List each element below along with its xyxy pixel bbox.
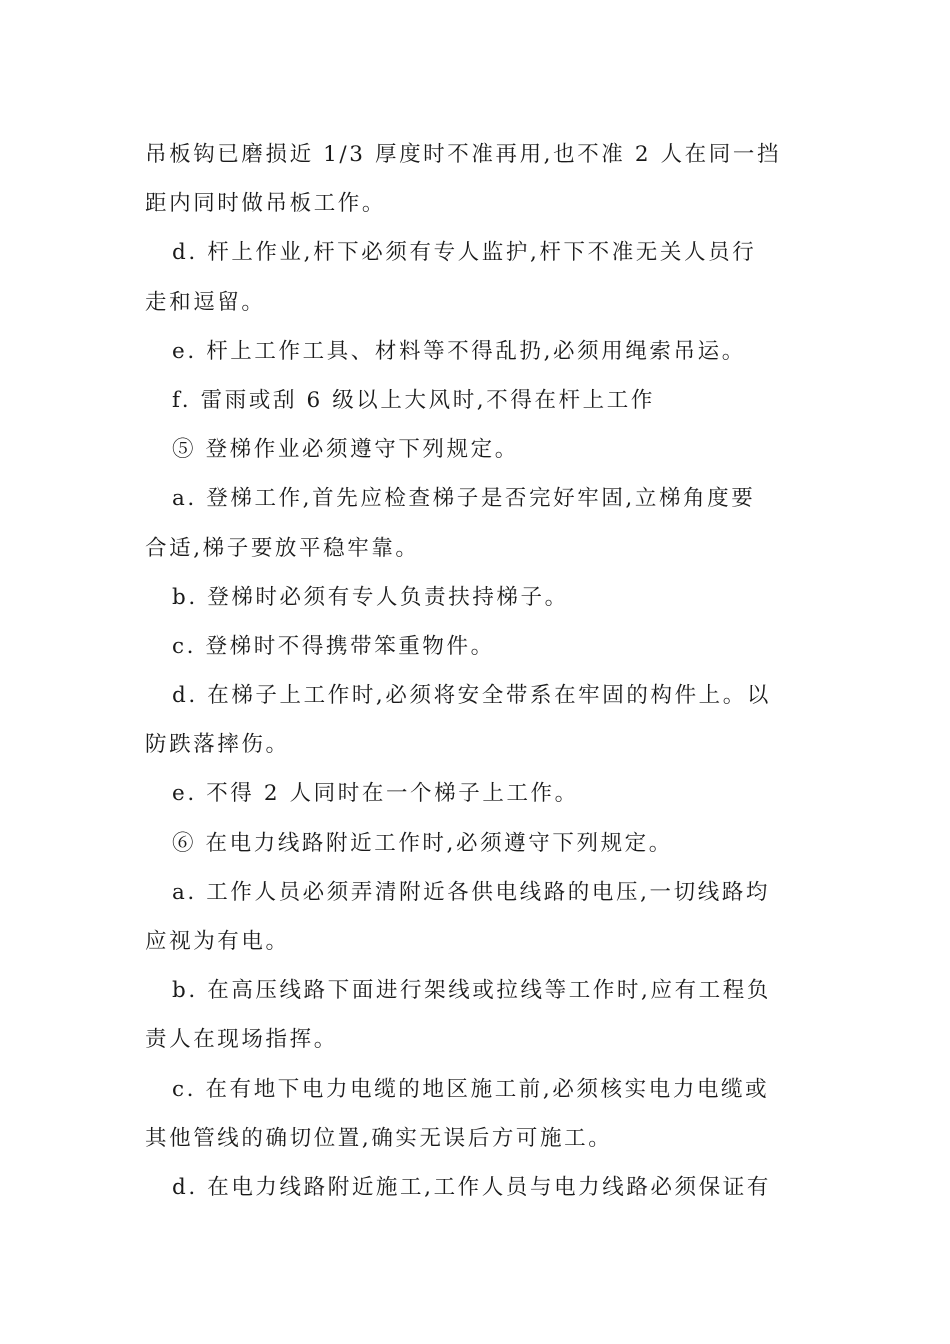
text-line: e. 不得 2 人同时在一个梯子上工作。 bbox=[172, 781, 579, 807]
text-line: c. 在有地下电力电缆的地区施工前,必须核实电力电缆或 bbox=[172, 1076, 770, 1102]
text-line: 合适,梯子要放平稳牢靠。 bbox=[145, 535, 420, 561]
text-line: d. 在电力线路附近施工,工作人员与电力线路必须保证有 bbox=[172, 1174, 771, 1200]
text-line: e. 杆上工作工具、材料等不得乱扔,必须用绳索吊运。 bbox=[172, 338, 746, 364]
text-line: d. 杆上作业,杆下必须有专人监护,杆下不准无关人员行 bbox=[172, 240, 757, 266]
text-line: 责人在现场指挥。 bbox=[145, 1027, 338, 1053]
text-line: c. 登梯时不得携带笨重物件。 bbox=[172, 633, 495, 659]
text-line: b. 登梯时必须有专人负责扶持梯子。 bbox=[172, 584, 569, 610]
text-line: b. 在高压线路下面进行架线或拉线等工作时,应有工程负 bbox=[172, 978, 771, 1004]
text-line: ⑥ 在电力线路附近工作时,必须遵守下列规定。 bbox=[172, 830, 673, 856]
text-line: 其他管线的确切位置,确实无误后方可施工。 bbox=[145, 1125, 613, 1151]
text-line: a. 登梯工作,首先应检查梯子是否完好牢固,立梯角度要 bbox=[172, 486, 756, 512]
text-line: 防跌落摔伤。 bbox=[145, 732, 290, 758]
text-line: d. 在梯子上工作时,必须将安全带系在牢固的构件上。以 bbox=[172, 683, 771, 709]
text-line: 应视为有电。 bbox=[145, 929, 290, 954]
text-line: 吊板钩已磨损近 1/3 厚度时不准再用,也不准 2 人在同一挡 bbox=[145, 142, 782, 167]
text-line: f. 雷雨或刮 6 级以上大风时,不得在杆上工作 bbox=[172, 387, 655, 413]
text-line: 走和逗留。 bbox=[145, 289, 266, 315]
text-line: 距内同时做吊板工作。 bbox=[145, 191, 387, 217]
text-line: a. 工作人员必须弄清附近各供电线路的电压,一切线路均 bbox=[172, 879, 771, 905]
body-text bbox=[145, 130, 810, 1212]
text-line: ⑤ 登梯作业必须遵守下列规定。 bbox=[172, 437, 519, 463]
